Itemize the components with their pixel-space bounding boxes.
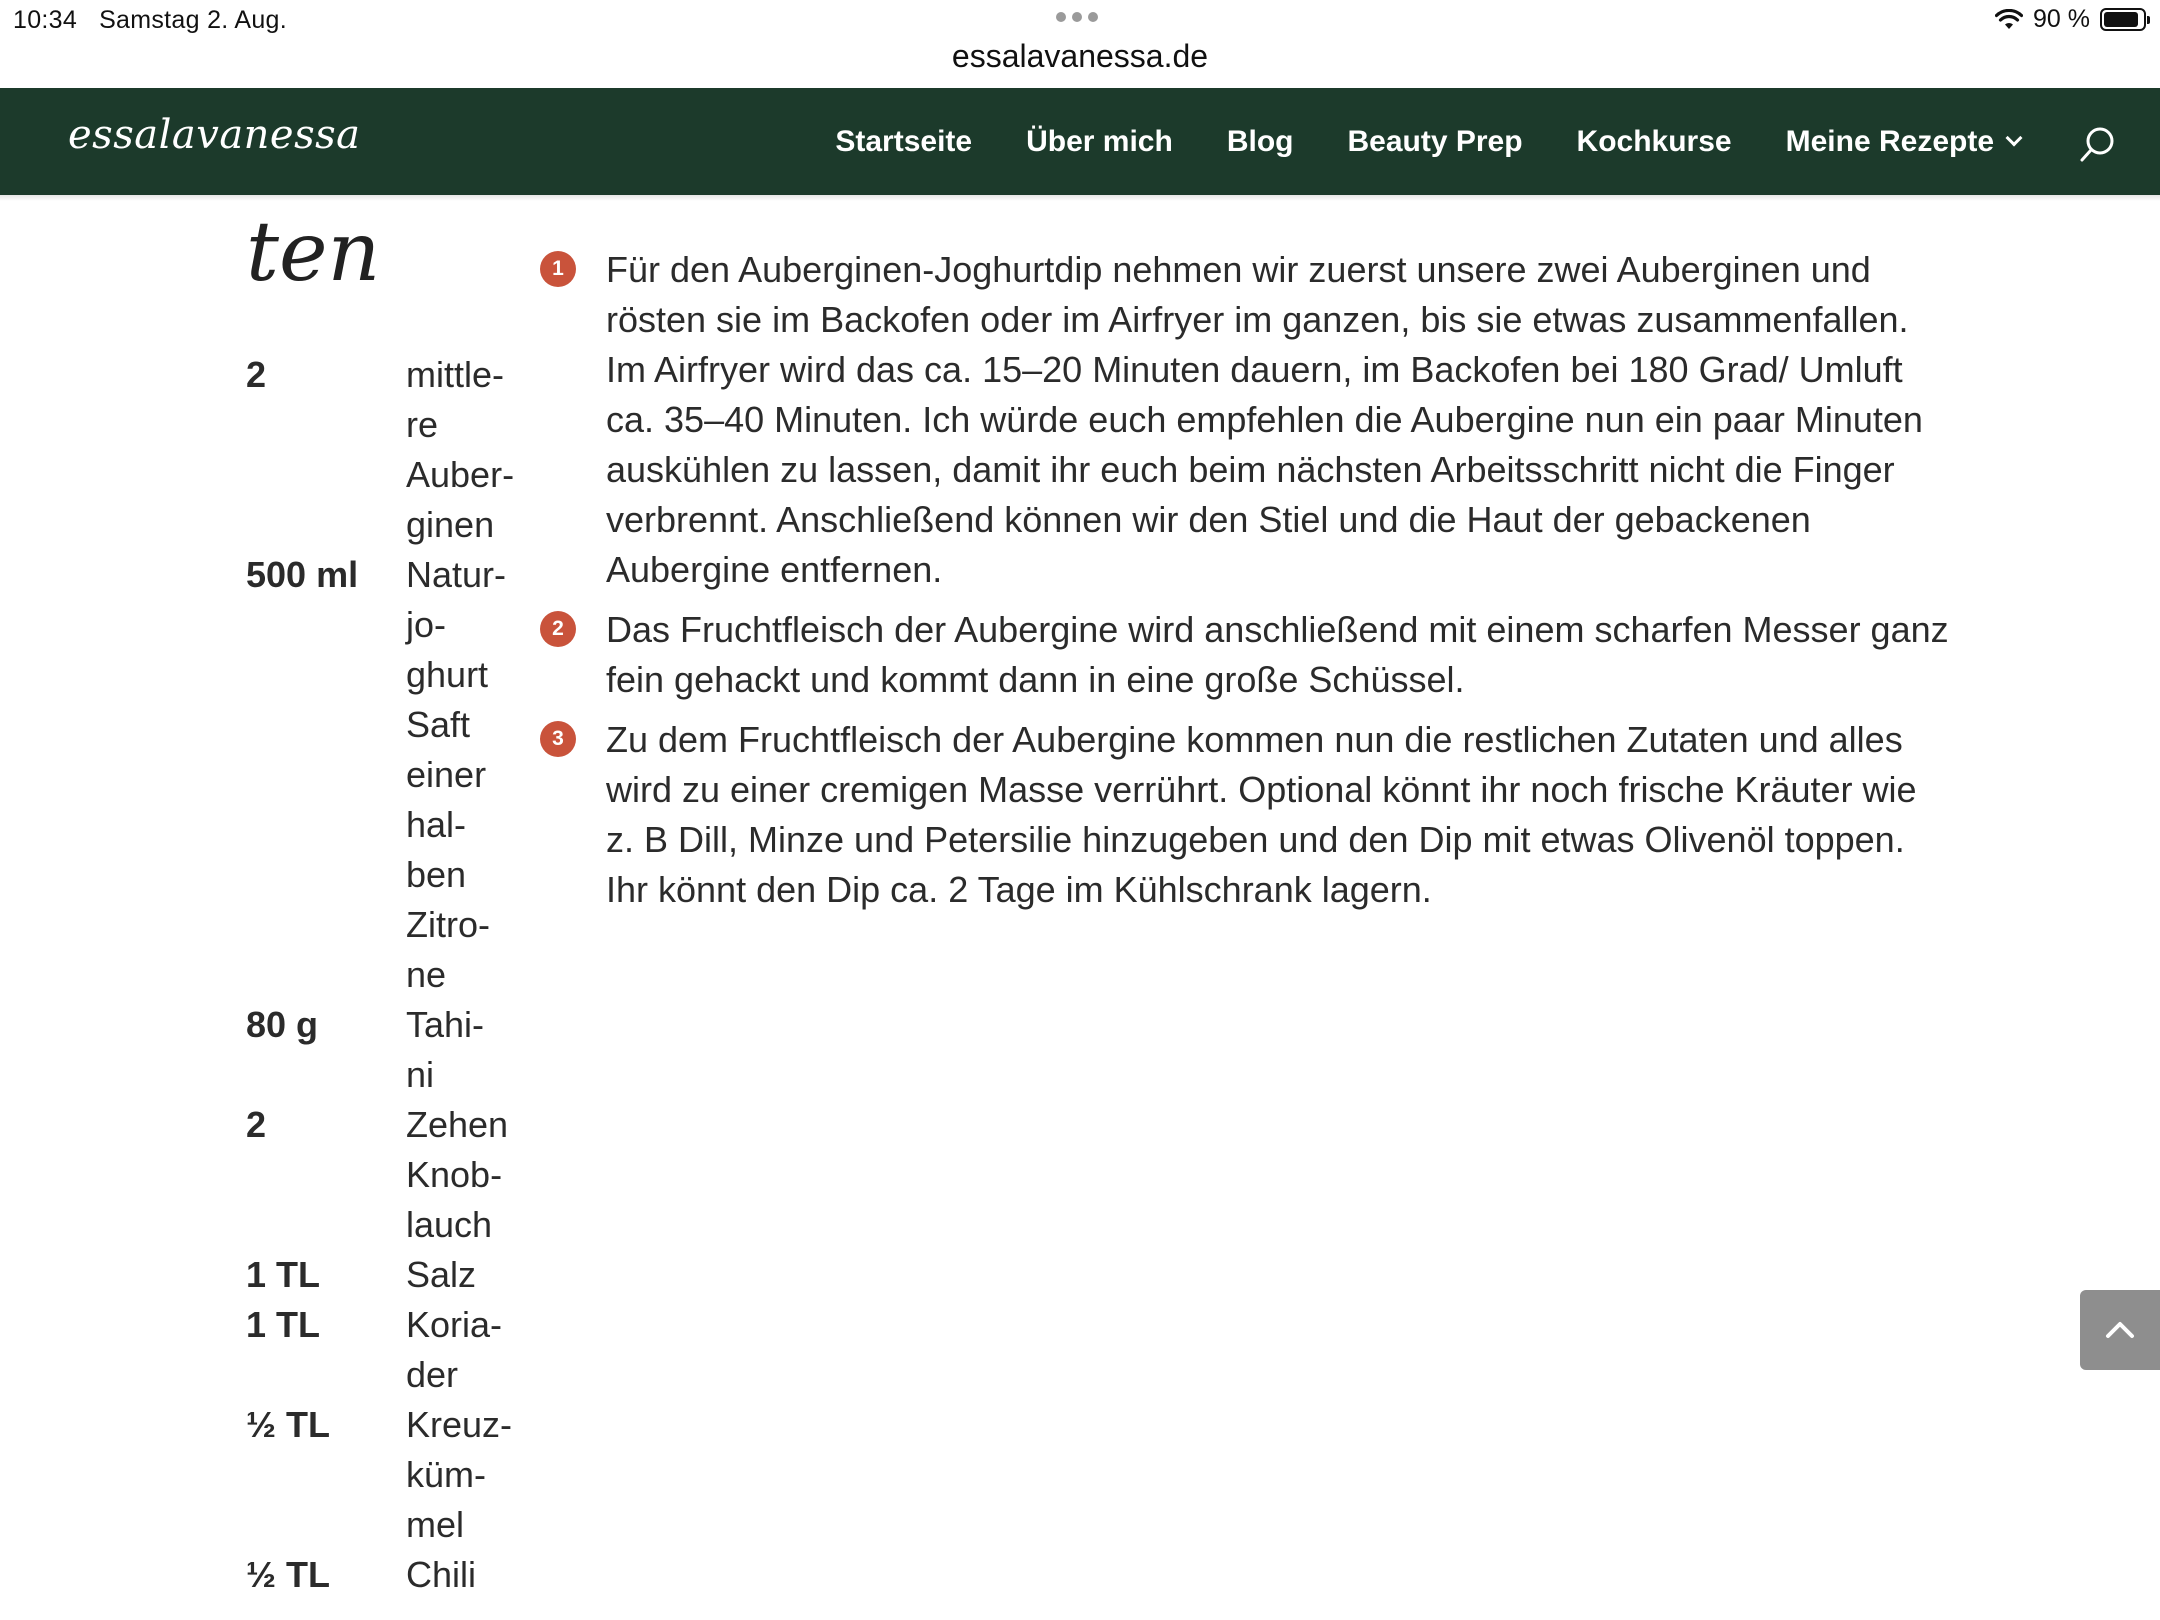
step-number-badge: 1 bbox=[540, 251, 576, 287]
ingredient-row bbox=[246, 550, 546, 700]
ingredient-amount: 1 TL bbox=[246, 1304, 321, 1345]
ingredient-name: Kreuz- küm- mel bbox=[406, 1404, 513, 1545]
instruction-step bbox=[540, 605, 1950, 705]
battery-percent: 90 % bbox=[2033, 5, 2090, 33]
clock: 10:34 bbox=[13, 6, 78, 34]
ingredient-name: Chili bbox=[406, 1554, 477, 1595]
status-bar bbox=[0, 0, 2160, 88]
instruction-step bbox=[540, 245, 1950, 595]
ingredient-row bbox=[246, 1550, 546, 1600]
ingredient-row bbox=[246, 1400, 546, 1550]
site-logo[interactable]: essalavanessa bbox=[68, 112, 361, 158]
nav-meine-rezepte-label: Meine Rezepte bbox=[1785, 124, 1994, 158]
ingredient-row bbox=[246, 1300, 546, 1400]
address-bar[interactable]: essalavanessa.de bbox=[951, 38, 1209, 74]
nav-meine-rezepte[interactable] bbox=[1786, 125, 2020, 159]
search-icon[interactable] bbox=[2078, 124, 2118, 164]
main-nav bbox=[835, 88, 2020, 195]
step-number-badge: 3 bbox=[540, 721, 576, 757]
chevron-down-icon bbox=[2006, 129, 2023, 146]
ingredient-name: Salz bbox=[406, 1254, 477, 1295]
ingredient-row bbox=[246, 1250, 546, 1300]
ingredient-amount: ½ TL bbox=[246, 1404, 331, 1445]
step-text: Zu dem Fruchtfleisch der Aubergine kommen nun die restlichen Zutaten und alles wird zu einer cremigen Masse verrührt. Optional könnt ihr noch frische Kräuter wie z. B Dill, Minze und Petersilie hinzugeben und den Dip mit etwas Olivenöl toppen. Ihr könnt den Dip ca. 2 Tage im Kühlschrank lagern. bbox=[606, 719, 1917, 910]
ingredient-row bbox=[246, 350, 546, 550]
ingredient-row bbox=[246, 1100, 546, 1250]
ingredient-amount: 2 bbox=[246, 354, 267, 395]
nav-startseite[interactable]: Startseite bbox=[835, 124, 973, 158]
ingredient-amount: 80 g bbox=[246, 1004, 319, 1045]
back-to-top-button[interactable] bbox=[2080, 1290, 2160, 1370]
instruction-step bbox=[540, 715, 1950, 915]
ingredient-name: Natur- jo- ghurt bbox=[406, 554, 507, 695]
wifi-icon bbox=[1995, 9, 2023, 31]
nav-beauty-prep[interactable]: Beauty Prep bbox=[1347, 124, 1523, 158]
nav-ueber-mich[interactable]: Über mich bbox=[1026, 124, 1173, 158]
header-divider bbox=[0, 195, 2160, 201]
ingredient-amount: 1 TL bbox=[246, 1254, 321, 1295]
step-text: Das Fruchtfleisch der Aubergine wird anschließend mit einem scharfen Messer ganz fein gehackt und kommt dann in eine große Schüssel. bbox=[606, 609, 1949, 700]
ingredient-amount: 500 ml bbox=[246, 554, 359, 595]
ingredients-heading: ten bbox=[246, 205, 381, 300]
status-time bbox=[13, 6, 287, 35]
chevron-up-icon bbox=[2100, 1310, 2140, 1350]
ingredient-name: Koria- der bbox=[406, 1304, 503, 1395]
ingredient-name: Saft einer hal- ben Zitro- ne bbox=[406, 704, 490, 995]
ingredient-amount bbox=[246, 700, 406, 1000]
site-header bbox=[0, 88, 2160, 195]
status-indicators bbox=[1995, 5, 2146, 34]
nav-blog[interactable]: Blog bbox=[1226, 124, 1294, 158]
step-text: Für den Auberginen-Joghurtdip nehmen wir zuerst unsere zwei Auberginen und rösten sie im Backofen oder im Airfryer im ganzen, bis sie etwas zusammenfallen. Im Airfryer wird das ca. 15–20 Minuten dauern, im Backofen bei 180 Grad/ Umluft ca. 35–40 Minuten. Ich würde euch empfehlen die Aubergine nun ein paar Minuten auskühlen zu lassen, damit ihr euch beim nächsten Arbeitsschritt nicht die Finger verbrennt. Anschließend können wir den Stiel und die Haut der gebackenen Aubergine entfernen. bbox=[606, 249, 1923, 590]
ingredient-row bbox=[246, 1000, 546, 1100]
ingredients-list bbox=[246, 350, 546, 1600]
ingredient-row bbox=[246, 700, 546, 1000]
ingredient-name: mittle- re Auber- ginen bbox=[406, 354, 515, 545]
battery-icon bbox=[2100, 8, 2146, 31]
ingredient-amount: 2 bbox=[246, 1104, 267, 1145]
multitasking-dots-icon[interactable] bbox=[1056, 12, 1098, 22]
ingredient-name: Zehen Knob- lauch bbox=[406, 1104, 509, 1245]
ingredient-amount: ½ TL bbox=[246, 1554, 331, 1595]
nav-kochkurse[interactable]: Kochkurse bbox=[1576, 124, 1732, 158]
status-date: Samstag 2. Aug. bbox=[99, 6, 288, 34]
step-number-badge: 2 bbox=[540, 611, 576, 647]
instructions-list bbox=[540, 245, 1950, 925]
ingredient-name: Tahi- ni bbox=[406, 1004, 485, 1095]
